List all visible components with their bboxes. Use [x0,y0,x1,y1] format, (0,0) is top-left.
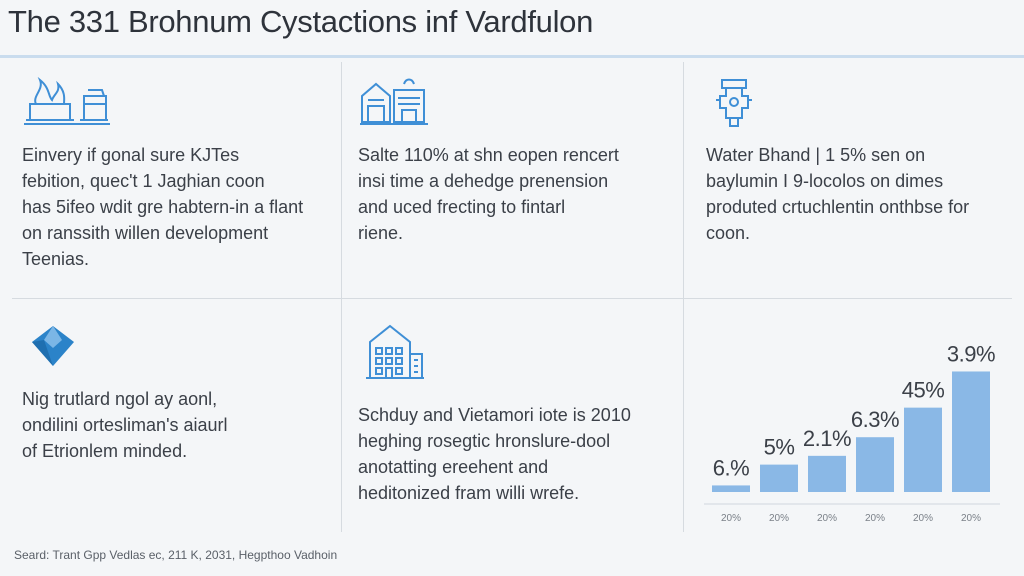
bar-value-label: 6.3% [850,407,900,433]
bar [904,408,942,492]
x-tick-label: 20% [816,513,838,524]
bar-chart [700,320,1010,530]
source-note: Seard: Trant Gpp Vedlas ec, 211 K, 2031, Hegpthoo Vadhoin [14,548,338,562]
pipeline-valve-icon [712,74,756,132]
x-tick-label: 20% [960,513,982,524]
bar [712,485,750,492]
x-tick-label: 20% [912,513,934,524]
diamond-logo-icon [28,322,78,372]
bar [808,456,846,492]
x-tick-label: 20% [864,513,886,524]
cell-text: Water Bhand | 1 5% sen on baylumin I 9-locolos on dimes produted crtuchlentin onthbse for coon. [706,145,970,243]
storefront-building-icon [358,74,430,126]
bar-value-label: 3.9% [946,341,996,367]
cell-text: Salte 110% at shn eopen rencert insi time a dehedge prenension and uced frecting to fintarl riene. [358,145,619,243]
bar [856,437,894,492]
bar-value-label: 5% [763,434,795,460]
apartment-building-icon [362,320,426,382]
bar-value-label: 6.% [712,455,750,481]
page-title: The 331 Brohnum Cystactions inf Vardfulon [8,4,594,39]
x-tick-label: 20% [768,513,790,524]
divider [341,62,342,532]
stove-kitchen-icon [22,74,112,126]
divider [683,62,684,532]
divider [12,298,1012,299]
bar [952,371,990,492]
bar-value-label: 45% [901,377,945,403]
cell-text: Schduy and Vietamori iote is 2010 heghing rosegtic hronslure-dool anotatting ereehent and heditonized fram willi wrefe. [358,405,631,503]
title-rule [0,55,1024,58]
cell-text: Nig trutlard ngol ay aonl, ondilini ortesliman's aiaurl of Etrionlem minded. [22,389,228,461]
bar [760,465,798,492]
bar-value-label: 2.1% [802,425,852,451]
cell-text: Einvery if gonal sure KJTes febition, quec't 1 Jaghian coon has 5ifeo wdit gre habtern-in a flant on ranssith willen development Teenias. [22,145,304,269]
x-tick-label: 20% [720,513,742,524]
